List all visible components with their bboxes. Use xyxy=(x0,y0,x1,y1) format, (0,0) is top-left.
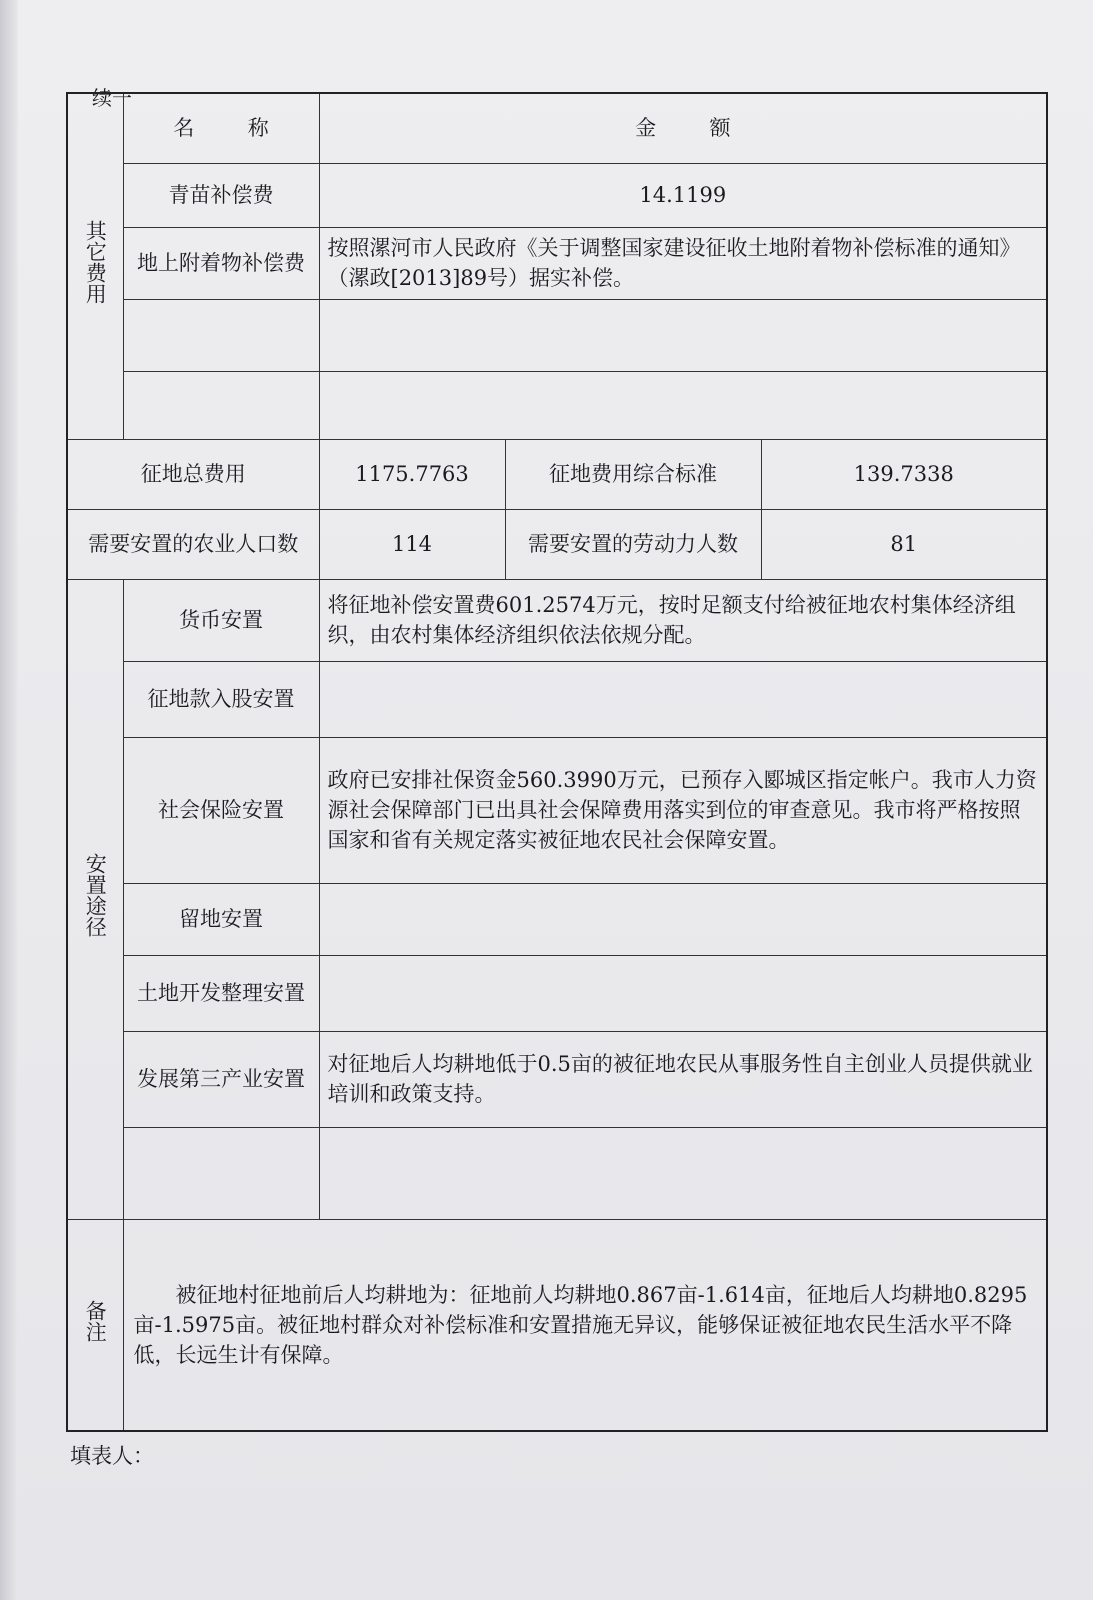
remarks-text: 被征地村征地前后人均耕地为：征地前人均耕地0.867亩-1.614亩，征地后人均耕地0.8295亩-1.5975亩。被征地村群众对补偿标准和安置措施无异议，能够保证被征地农民生活水平不降低，长远生计有保障。 xyxy=(123,1219,1047,1431)
fee-amount-seedling: 14.1199 xyxy=(319,163,1047,227)
resettle-name-social-insurance: 社会保险安置 xyxy=(123,737,319,883)
remarks-label: 备注 xyxy=(67,1219,123,1431)
resettle-content-equity xyxy=(319,661,1047,737)
fee-name-empty-1 xyxy=(123,299,319,371)
continued-label: 续一 xyxy=(92,86,132,110)
resettle-name-equity: 征地款入股安置 xyxy=(123,661,319,737)
resettle-content-tertiary-industry: 对征地后人均耕地低于0.5亩的被征地农民从事服务性自主创业人员提供就业培训和政策支持。 xyxy=(319,1031,1047,1127)
page-binding-edge xyxy=(0,0,18,1600)
resettle-name-empty xyxy=(123,1127,319,1219)
fee-name-attachments: 地上附着物补偿费 xyxy=(123,227,319,299)
resettle-content-land-development xyxy=(319,955,1047,1031)
other-fees-section-label: 其它费用 xyxy=(67,93,123,439)
resettle-content-monetary: 将征地补偿安置费601.2574万元，按时足额支付给被征地农村集体经济组织，由农村集体经济组织依法依规分配。 xyxy=(319,579,1047,661)
resettle-content-reserved-land xyxy=(319,883,1047,955)
resettle-name-monetary: 货币安置 xyxy=(123,579,319,661)
fee-amount-empty-2 xyxy=(319,371,1047,439)
standard-value: 139.7338 xyxy=(761,439,1047,509)
resettle-name-tertiary-industry: 发展第三产业安置 xyxy=(123,1031,319,1127)
resettle-content-social-insurance: 政府已安排社保资金560.3990万元，已预存入郾城区指定帐户。我市人力资源社会保障部门已出具社会保障费用落实到位的审查意见。我市将严格按照国家和省有关规定落实被征地农民社会保障安置。 xyxy=(319,737,1047,883)
resettle-content-empty xyxy=(319,1127,1047,1219)
agri-pop-label: 需要安置的农业人口数 xyxy=(67,509,319,579)
resettle-name-reserved-land: 留地安置 xyxy=(123,883,319,955)
header-name: 名 称 xyxy=(123,93,319,163)
header-amount: 金 额 xyxy=(319,93,1047,163)
resettle-name-land-development: 土地开发整理安置 xyxy=(123,955,319,1031)
agri-pop-value: 114 xyxy=(319,509,505,579)
labor-value: 81 xyxy=(761,509,1047,579)
total-cost-value: 1175.7763 xyxy=(319,439,505,509)
fee-amount-attachments: 按照漯河市人民政府《关于调整国家建设征收土地附着物补偿标准的通知》（漯政[2013]89号）据实补偿。 xyxy=(319,227,1047,299)
fee-amount-empty-1 xyxy=(319,299,1047,371)
fee-name-seedling: 青苗补偿费 xyxy=(123,163,319,227)
fee-name-empty-2 xyxy=(123,371,319,439)
total-cost-label: 征地总费用 xyxy=(67,439,319,509)
filler-label: 填表人： xyxy=(70,1444,154,1468)
labor-label: 需要安置的劳动力人数 xyxy=(505,509,761,579)
standard-label: 征地费用综合标准 xyxy=(505,439,761,509)
land-acquisition-form xyxy=(66,92,1048,1432)
resettlement-section-label: 安置途径 xyxy=(67,579,123,1219)
